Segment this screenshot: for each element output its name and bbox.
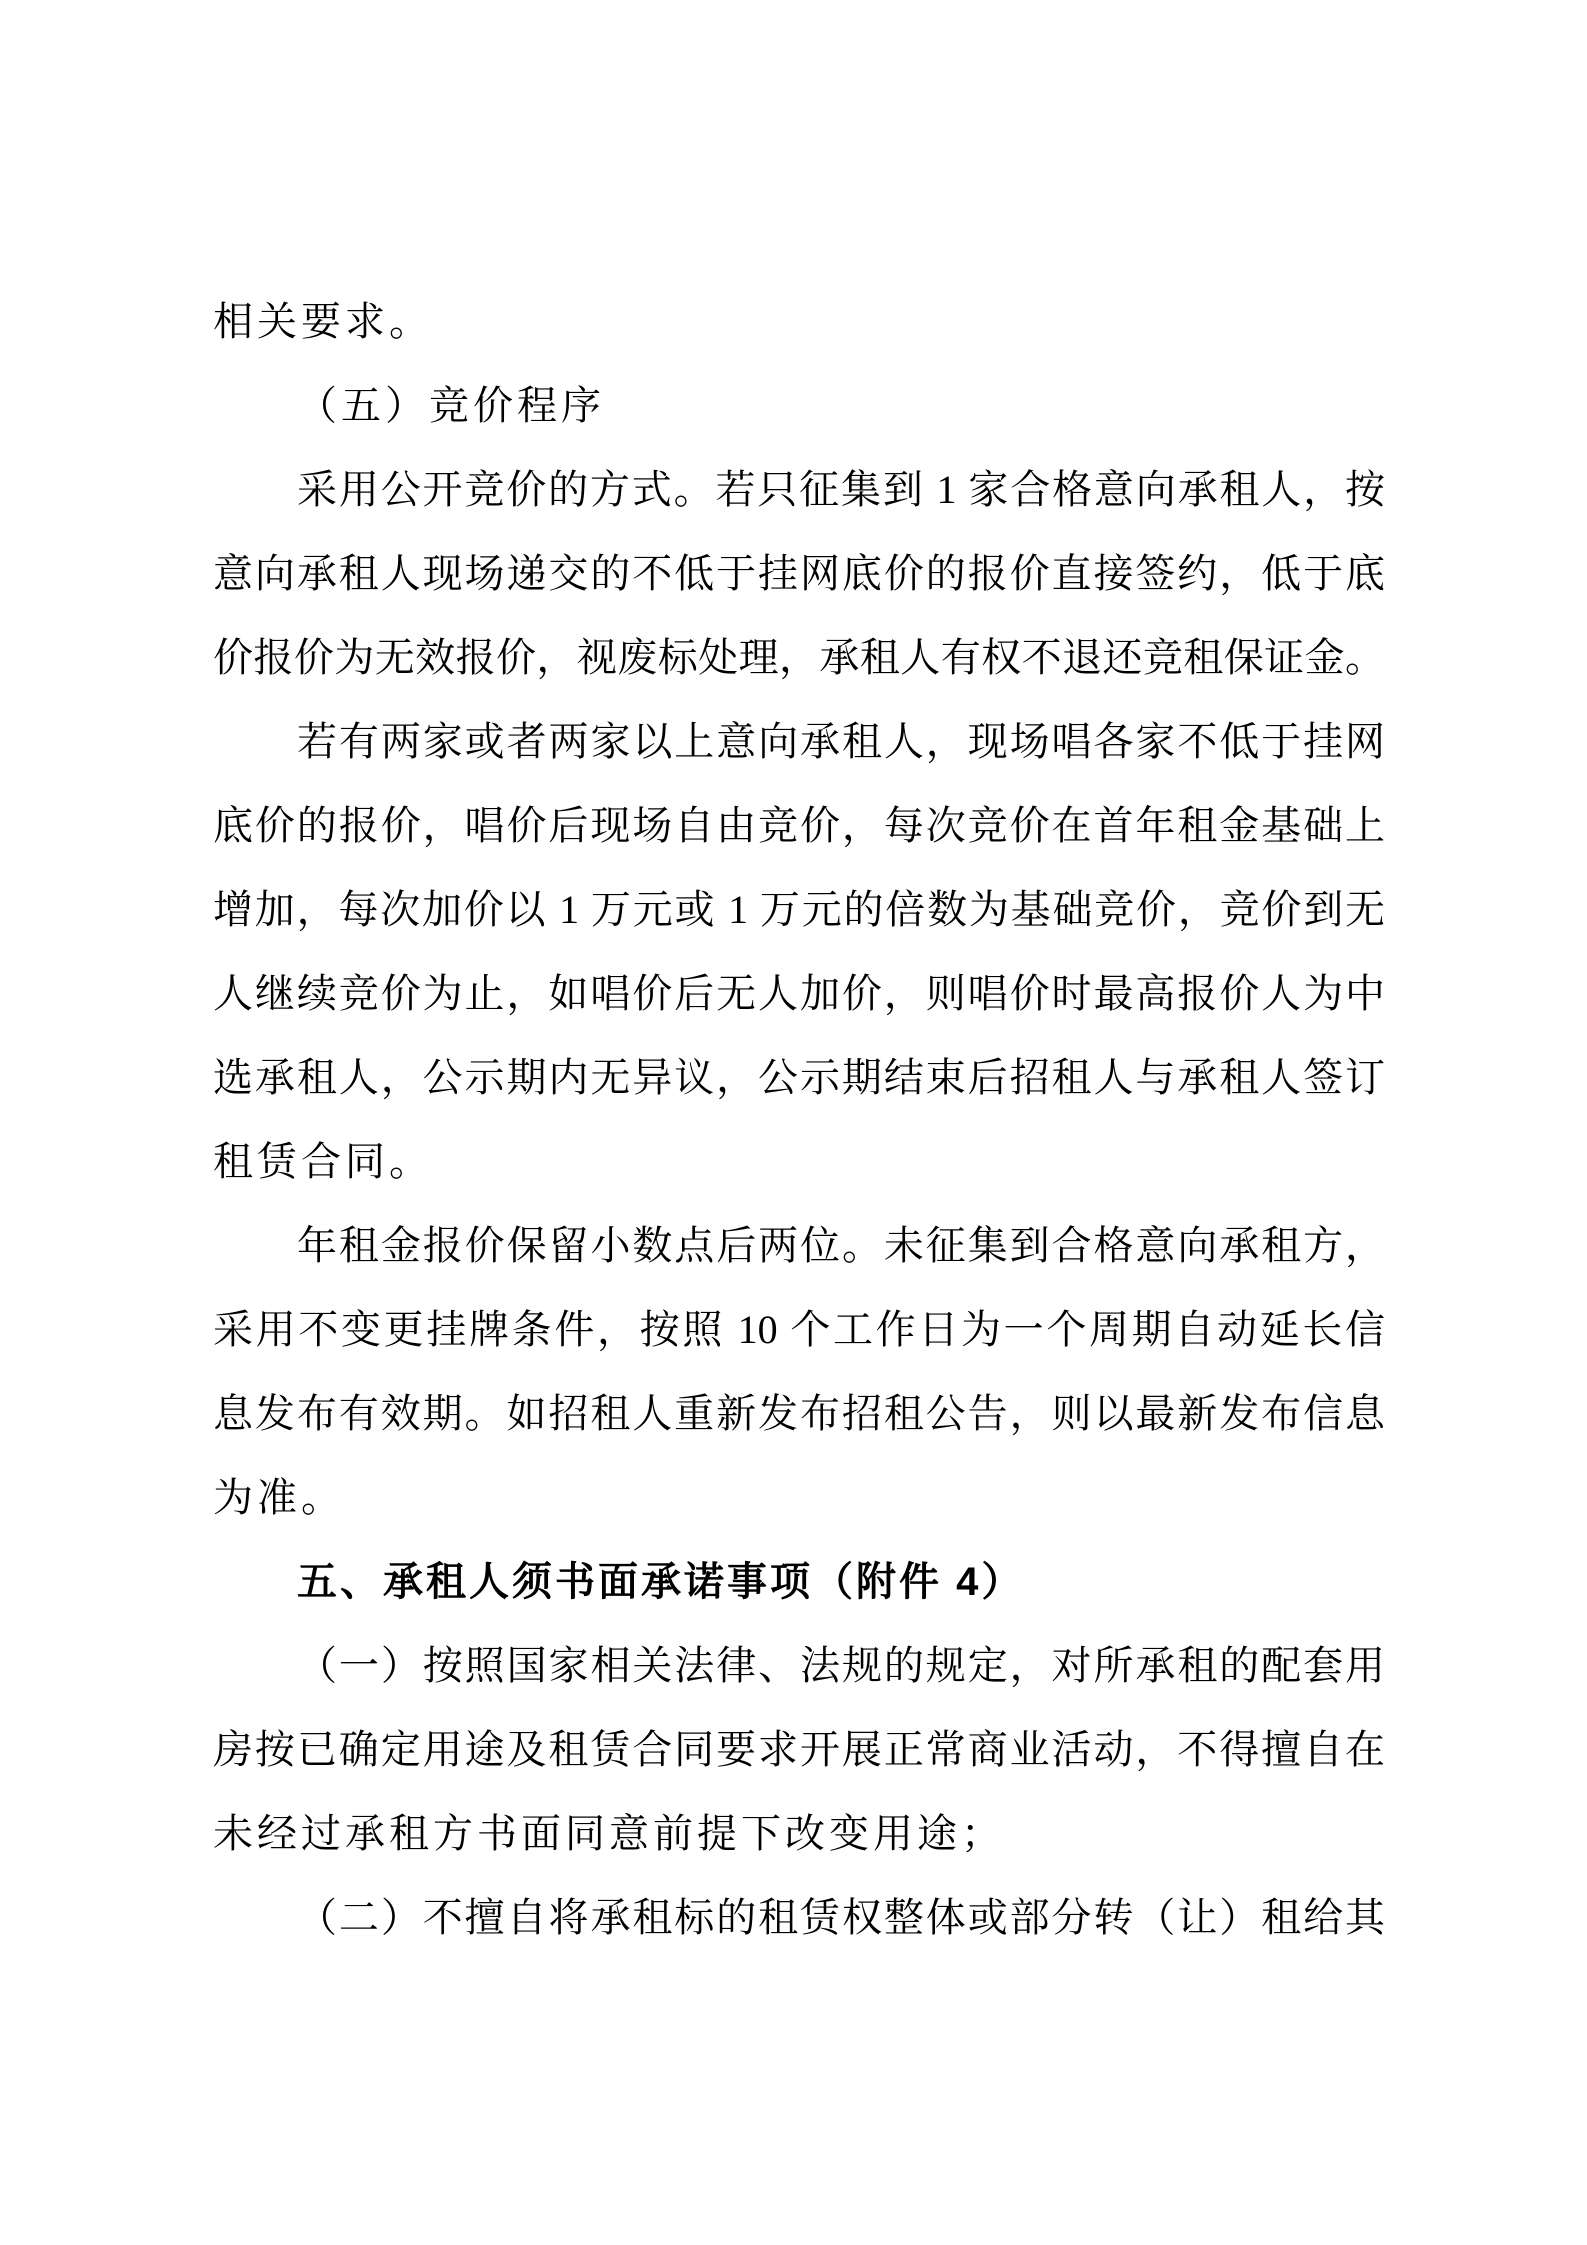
text-line: 房按已确定用途及租赁合同要求开展正常商业活动，不得擅自在	[213, 1727, 1385, 1772]
subsection-title: （五）竞价程序	[297, 383, 605, 428]
text-line: 采用不变更挂牌条件，按照 10 个工作日为一个周期自动延长信	[213, 1307, 1385, 1352]
text-line: 底价的报价，唱价后现场自由竞价，每次竞价在首年租金基础上	[213, 803, 1385, 848]
text-line: 为准。	[213, 1475, 345, 1520]
text-line: 租赁合同。	[213, 1139, 433, 1184]
document-text-block	[213, 280, 1385, 1960]
text-line: 未经过承租方书面同意前提下改变用途；	[213, 1811, 1005, 1856]
text-line: 相关要求。	[213, 299, 433, 344]
text-line: 息发布有效期。如招租人重新发布招租公告，则以最新发布信息	[213, 1391, 1385, 1436]
text-line: 选承租人，公示期内无异议，公示期结束后招租人与承租人签订	[213, 1055, 1385, 1100]
text-line: 价报价为无效报价，视废标处理，承租人有权不退还竞租保证金。	[213, 635, 1385, 680]
section-heading: 五、承租人须书面承诺事项（附件 4）	[297, 1560, 1025, 1604]
text-line: 采用公开竞价的方式。若只征集到 1 家合格意向承租人，按	[297, 467, 1385, 512]
text-line: 年租金报价保留小数点后两位。未征集到合格意向承租方，	[297, 1223, 1385, 1268]
text-line: （一）按照国家相关法律、法规的规定，对所承租的配套用	[297, 1643, 1385, 1688]
text-line: 增加，每次加价以 1 万元或 1 万元的倍数为基础竞价，竞价到无	[213, 887, 1385, 932]
text-line: 若有两家或者两家以上意向承租人，现场唱各家不低于挂网	[297, 719, 1385, 764]
text-line: 人继续竞价为止，如唱价后无人加价，则唱价时最高报价人为中	[213, 971, 1385, 1016]
text-line: （二）不擅自将承租标的租赁权整体或部分转（让）租给其	[297, 1895, 1385, 1940]
text-line: 意向承租人现场递交的不低于挂网底价的报价直接签约，低于底	[213, 551, 1385, 596]
